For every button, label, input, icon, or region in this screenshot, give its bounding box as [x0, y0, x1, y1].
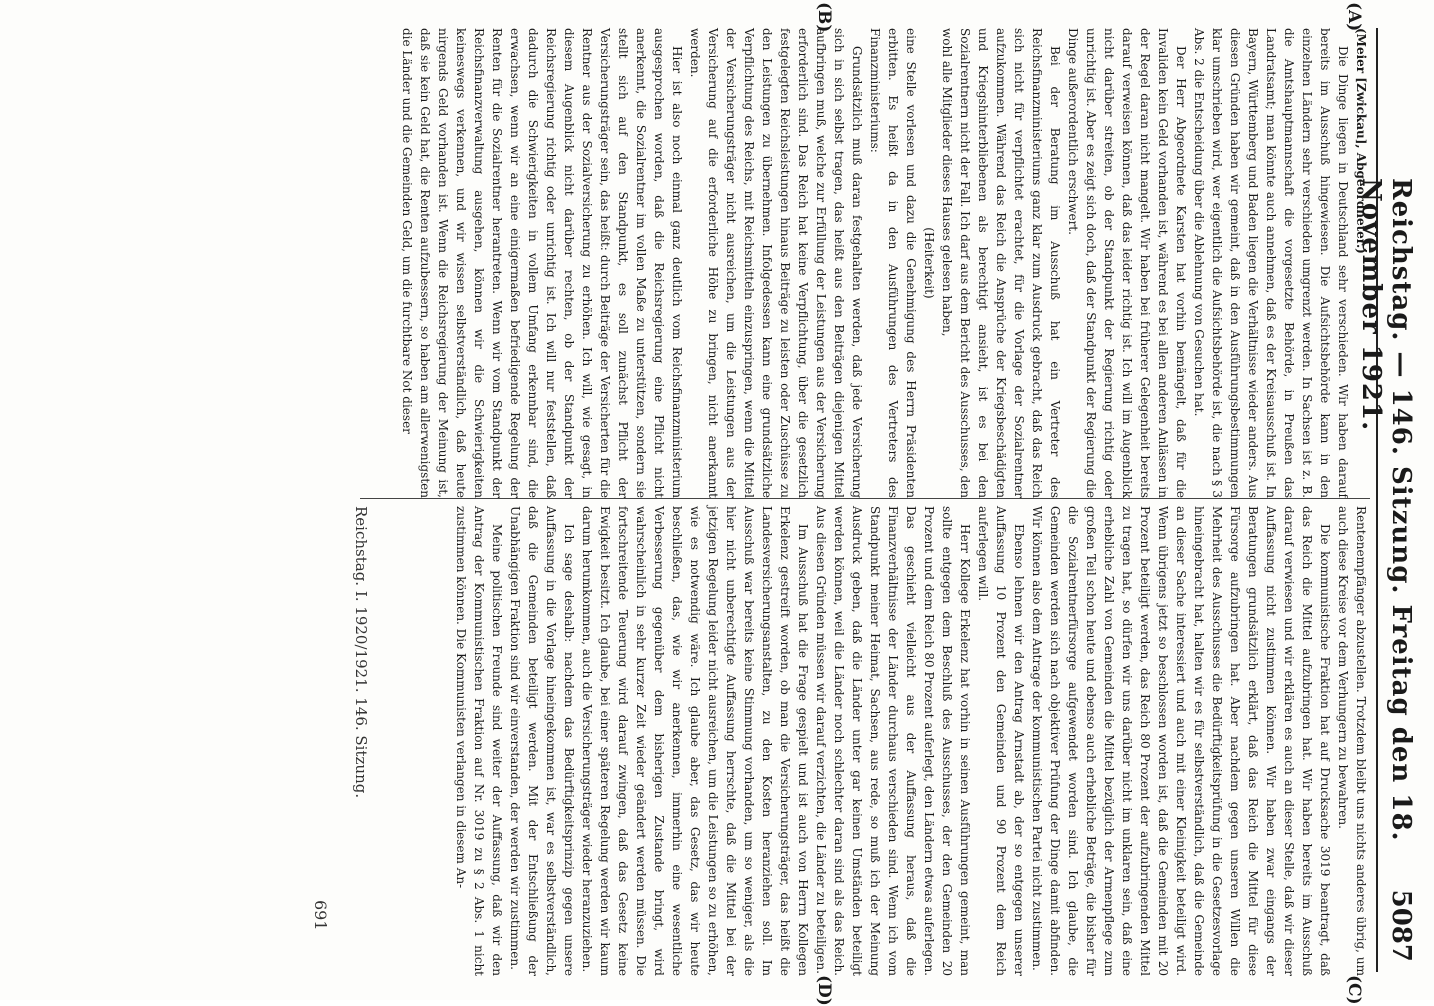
paragraph: eine Stelle vorlesen und dazu die Genehmigung des Herrn Präsidenten erbitten. Es heißt da in den Ausführungen des Vertreters des Finanzministeriums:: [868, 28, 918, 498]
margin-mark-c: (C): [1344, 975, 1364, 1005]
speaker-heading: (Meier [Zwickau], Abgeordneter.): [1354, 28, 1368, 254]
left-column: [398, 28, 1370, 498]
paragraph: Die kommunistische Fraktion hat auf Drucksache 3019 beantragt, daß das Reich die Mittel aufzubringen hat. Wir haben bereits im Ausschuß darauf verwiesen und wir erklären es auch an dieser Stelle, daß wir dieser Auffassung nicht zustimmen können. Wir haben zwar eingangs der Beratungen grundsätzlich erklärt, daß das Reich die Mittel für diese Fürsorge aufzubringen hat. Aber nachdem gegen unseren Willen die Mehrheit des Ausschusses die Bedürftigkeitsprüfung in die Gesetzesvorlage hineingebracht hat, halten wir es für selbstverständlich, daß die Gemeinde an dieser Sache interessiert und auch mit einer Kleinigkeit beteiligt wird. Wenn übrigens jetzt so beschlossen worden ist, daß die Gemeinden mit 20 Prozent beteiligt werden, das Reich 80 Prozent der aufzubringenden Mittel zu tragen hat, so dürfen wir uns darüber nicht im unklaren sein, daß eine erhebliche Zahl von Gemeinden die Mittel bezüglich der Armenpflege zum großen Teil schon heute und ebenso auch erhebliche Beträge, die bisher für die Sozialrentnerfürsorge aufgewendet worden sind. Ich glaube, die Gemeinden werden sich nach objektiver Prüfung der Dinge damit abfinden. Wir können also dem Antrage der kommunistischen Partei nicht zustimmen.: [1030, 506, 1332, 976]
paragraph: Ebenso lehnen wir den Antrag Arnstadt ab, der so entgegen unserer Auffassung 10 Prozent den Gemeinden und 90 Prozent dem Reich auferlegen will.: [976, 506, 1026, 976]
margin-mark-d: (D): [814, 975, 834, 1006]
quotation: Grundsätzlich muß daran festgehalten werden, daß jede Versicherung sich in sich selbst tragen, das heißt aus den Beiträgen diejenigen Mittel aufbringen muß, welche zur Erfüllung der Leistungen aus der Versicherung erforderlich sind. Das Reich hat keine Verpflichtung, über die gesetzlich festgelegten Reichsleistungen hinaus Beiträge zu leisten oder Zuschüsse zu den Leistungen zu übernehmen. Infolgedessen kann eine grundsätzliche Verpflichtung des Reichs, mit Reichsmitteln einzuspringen, wenn die Mittel der Versicherungsträger nicht ausreichen, um die Leistungen aus der Versicherung auf die erforderliche Höhe zu bringen, nicht anerkannt werden.: [688, 28, 864, 498]
paragraph: Die Dinge liegen in Deutschland sehr verschieden. Wir haben darauf bereits im Ausschuß hingewiesen. Die Aufsichtsbehörde kann in den einzelnen Ländern sehr verschieden umgrenzt werden. In Sachsen ist z. B. die Amtshauptmannschaft die vorgesetzte Behörde, in Preußen das Landratsamt; man könnte auch annehmen, daß es der Kreisausschuß ist. In Bayern, Württemberg und Baden liegen die Verhältnisse wieder anders. Aus diesen Gründen haben wir gemeint, daß in den Ausführungsbestimmungen klar umschrieben wird, wer eigentlich die Aufsichtsbehörde ist, die nach § 3 Abs. 2 die Entscheidung über die Ablehnung von Gesuchen hat.: [1192, 28, 1350, 498]
page-id: 691: [311, 900, 330, 931]
paragraph: Im Ausschuß hat die Frage gespielt und ist auch von Herrn Kollegen Erkelenz gestreift worden, ob man die Versicherungsträger, das heißt die Landesversicherungsanstalten, zu den Kosten heranziehen soll. Im Ausschuß war bereits keine Stimmung vorhanden, um so weniger, als die hier nicht unberechtigte Auffassung herrschte, daß die Mittel bei der jetzigen Regelung leider nicht ausreichen, um die Leistungen so zu erhöhen, wie es notwendig wäre. Ich glaube aber, das Gesetz, das wir heute beschließen, das, wie wir anerkennen, immerhin eine wesentliche Verbesserung gegenüber dem bisherigen Zustande bringt, wird wahrscheinlich in sehr kurzer Zeit wieder geändert werden müssen. Die fortschreitende Teuerung wird darauf zwingen, daß das Gesetz keine Ewigkeit besitzt. Ich glaube, bei einer späteren Regelung werden wir kaum darum herumkommen, auch die Versicherungsträger wieder heranzuziehen.: [580, 506, 810, 976]
right-column: [452, 506, 1370, 976]
interjection: (Heiterkeit): [922, 227, 936, 299]
paragraph: Rentenempfänger abzustellen. Trotzdem bleibt uns nichts anderes übrig, um auch diese Kreise vor dem Verhungern zu bewahren.: [1336, 506, 1368, 976]
paragraph: Ich sage deshalb: nachdem das Bedürftigkeitsprinzip gegen unsere Auffassung in die Vorlage hineingekommen ist, war es selbstverständlich, daß die Gemeinden beteiligt werden. Mit der Entschließung der Unabhängigen Fraktion sind wir einverstanden, der werden wir zustimmen.: [508, 506, 576, 976]
margin-mark-a: (A): [1344, 2, 1364, 32]
paragraph: Bei der Beratung im Ausschuß hat ein Vertreter des Reichsfinanzministeriums ganz klar zum Ausdruck gebracht, daß das Reich sich nicht für verpflichtet erachtet, für die Vorlage der Sozialrentner aufzukommen. Während das Reich die Ansprüche der Kriegsbeschädigten und Kriegshinterbliebenen als berechtigt ansieht, ist es bei den Sozialrentnern nicht der Fall. Ich darf aus dem Bericht des Ausschusses, den wohl alle Mitglieder dieses Hauses gelesen haben,: [940, 28, 1062, 498]
paragraph: Herr Kollege Erkelenz hat vorhin in seinen Ausführungen gemeint, man sollte entgegen dem Beschluß des Ausschusses, der den Gemeinden 20 Prozent und dem Reich 80 Prozent auferlegt, den Ländern etwas auferlegen. Das geschieht vielleicht aus der Auffassung heraus, daß die Finanzverhältnisse der Länder durchaus verschieden sind. Wenn ich vom Standpunkt meiner Heimat, Sachsen, aus rede, so muß ich der Meinung Ausdruck geben, daß die Länder unter gar keinen Umständen beteiligt werden können, weil die Länder noch schlechter daran sind als das Reich. Aus diesen Gründen müssen wir darauf verzichten, die Länder zu beteiligen.: [814, 506, 972, 976]
page-number: 5087: [1386, 889, 1416, 962]
session-reference: Reichstag. I. 1920/1921. 146. Sitzung.: [352, 506, 370, 799]
column-divider: [360, 498, 1370, 499]
paragraph: Meine politischen Freunde sind weiter der Auffassung, daß wir den Antrag der Kommunistischen Fraktion auf Nr. 3019 zu § 2 Abs. 1 nicht zustimmen können. Die Kommunisten verlangen in diesem An-: [454, 506, 504, 976]
paragraph: Der Herr Abgeordnete Karsten hat vorhin bemängelt, daß für die Invaliden kein Geld vorhanden ist, während es bei allen anderen Anlässen in der Regel daran nicht mangelt. Wir haben bei früherer Gelegenheit bereits darauf verweisen können, daß das leider richtig ist. Ich will im Augenblick nicht darüber streiten, ob der Standpunkt der Regierung richtig oder unrichtig ist. Aber es zeigt sich doch, daß der Standpunkt der Regierung die Dinge außerordentlich erschwert.: [1066, 28, 1188, 498]
margin-mark-b: (B): [814, 2, 834, 33]
header-title: Reichstag. — 146. Sitzung. Freitag den 18. November 1921.: [1356, 178, 1416, 842]
paragraph: Hier ist also noch einmal ganz deutlich vom Reichsfinanzministerium ausgesprochen worden, daß die Reichsregierung eine Pflicht nicht anerkennt, die Sozialrentner im vollen Maße zu unterstützen, sondern sie stellt sich auf den Standpunkt, es soll zunächst Pflicht der Versicherungsträger sein, das heißt: durch Beiträge der Versicherten für die Rentner aus der Sozialversicherung zu erhöhen. Ich will, wie gesagt, in diesem Augenblick nicht darüber rechten, ob der Standpunkt der Reichsregierung richtig oder unrichtig ist. Ich will nur feststellen, daß dadurch die Schwierigkeiten in vollem Umfang erkennbar sind, die erwachsen, wenn wir an eine einigermaßen befriedigende Regelung der Renten für die Sozialrentner herantreten. Wenn wir vom Standpunkt der Reichsfinanzverwaltung ausgehen, können wir die Schwierigkeiten keineswegs verkennen, und wir wissen selbstverständlich, daß heute nirgends Geld vorhanden ist. Wenn die Reichsregierung der Meinung ist, daß sie kein Geld hat, die Renten aufzubessern, so haben am allerwenigsten die Länder und die Gemeinden Geld, um die furchtbare Not dieser: [400, 28, 684, 498]
